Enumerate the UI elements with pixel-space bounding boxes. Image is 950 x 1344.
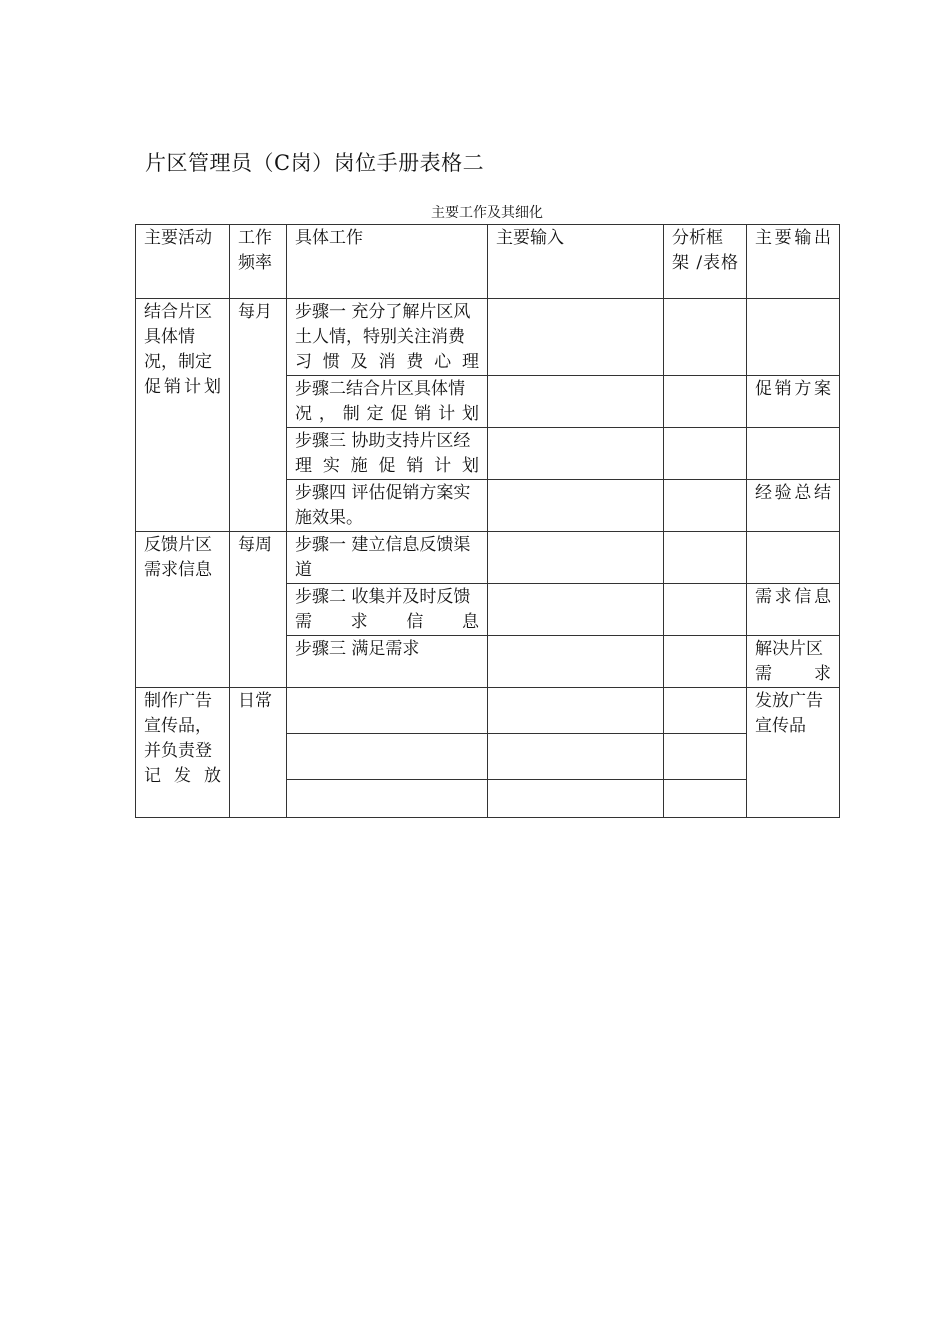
input-cell bbox=[488, 428, 664, 480]
header-frequency: 工作频率 bbox=[230, 225, 287, 299]
table-row bbox=[136, 688, 840, 734]
output-cell: 经验总结 bbox=[747, 480, 840, 532]
header-output: 主要输出 bbox=[747, 225, 840, 299]
input-cell bbox=[488, 734, 664, 780]
output-cell: 发放广告宣传品 bbox=[747, 688, 840, 818]
work-cell bbox=[287, 780, 488, 818]
framework-cell bbox=[664, 734, 747, 780]
work-cell: 步骤三 协助支持片区经理实施促销计划 bbox=[287, 428, 488, 480]
activity-cell: 制作广告宣传品，并负责登记发放 bbox=[136, 688, 230, 818]
framework-cell bbox=[664, 688, 747, 734]
work-cell: 步骤二结合片区具体情况，制定促销计划 bbox=[287, 376, 488, 428]
framework-cell bbox=[664, 480, 747, 532]
header-work: 具体工作 bbox=[287, 225, 488, 299]
header-input: 主要输入 bbox=[488, 225, 664, 299]
input-cell bbox=[488, 480, 664, 532]
frequency-cell: 每周 bbox=[230, 532, 287, 688]
table-row bbox=[136, 532, 840, 584]
input-cell bbox=[488, 532, 664, 584]
framework-cell bbox=[664, 780, 747, 818]
work-cell bbox=[287, 734, 488, 780]
input-cell bbox=[488, 299, 664, 376]
input-cell bbox=[488, 688, 664, 734]
table-row bbox=[136, 299, 840, 376]
input-cell bbox=[488, 584, 664, 636]
framework-cell bbox=[664, 636, 747, 688]
work-cell: 步骤一 充分了解片区风土人情，特别关注消费习惯及消费心理 bbox=[287, 299, 488, 376]
output-cell bbox=[747, 299, 840, 376]
input-cell bbox=[488, 376, 664, 428]
work-breakdown-table bbox=[135, 224, 840, 818]
activity-cell: 反馈片区需求信息 bbox=[136, 532, 230, 688]
input-cell bbox=[488, 636, 664, 688]
output-cell: 解决片区需求 bbox=[747, 636, 840, 688]
table-caption: 主要工作及其细化 bbox=[431, 205, 543, 221]
work-cell: 步骤三 满足需求 bbox=[287, 636, 488, 688]
header-activity: 主要活动 bbox=[136, 225, 230, 299]
work-cell: 步骤四 评估促销方案实施效果。 bbox=[287, 480, 488, 532]
table-header-row bbox=[136, 225, 840, 299]
work-cell: 步骤二 收集并及时反馈需求信息 bbox=[287, 584, 488, 636]
input-cell bbox=[488, 780, 664, 818]
frequency-cell: 日常 bbox=[230, 688, 287, 818]
framework-cell bbox=[664, 299, 747, 376]
activity-cell: 结合片区具体情况，制定促销计划 bbox=[136, 299, 230, 532]
framework-cell bbox=[664, 428, 747, 480]
framework-cell bbox=[664, 376, 747, 428]
header-framework: 分析框架 /表格 bbox=[664, 225, 747, 299]
output-cell bbox=[747, 532, 840, 584]
page-title: 片区管理员（C岗）岗位手册表格二 bbox=[145, 151, 485, 175]
work-cell bbox=[287, 688, 488, 734]
output-cell: 促销方案 bbox=[747, 376, 840, 428]
frequency-cell: 每月 bbox=[230, 299, 287, 532]
output-cell bbox=[747, 428, 840, 480]
framework-cell bbox=[664, 584, 747, 636]
output-cell: 需求信息 bbox=[747, 584, 840, 636]
work-cell: 步骤一 建立信息反馈渠道 bbox=[287, 532, 488, 584]
framework-cell bbox=[664, 532, 747, 584]
